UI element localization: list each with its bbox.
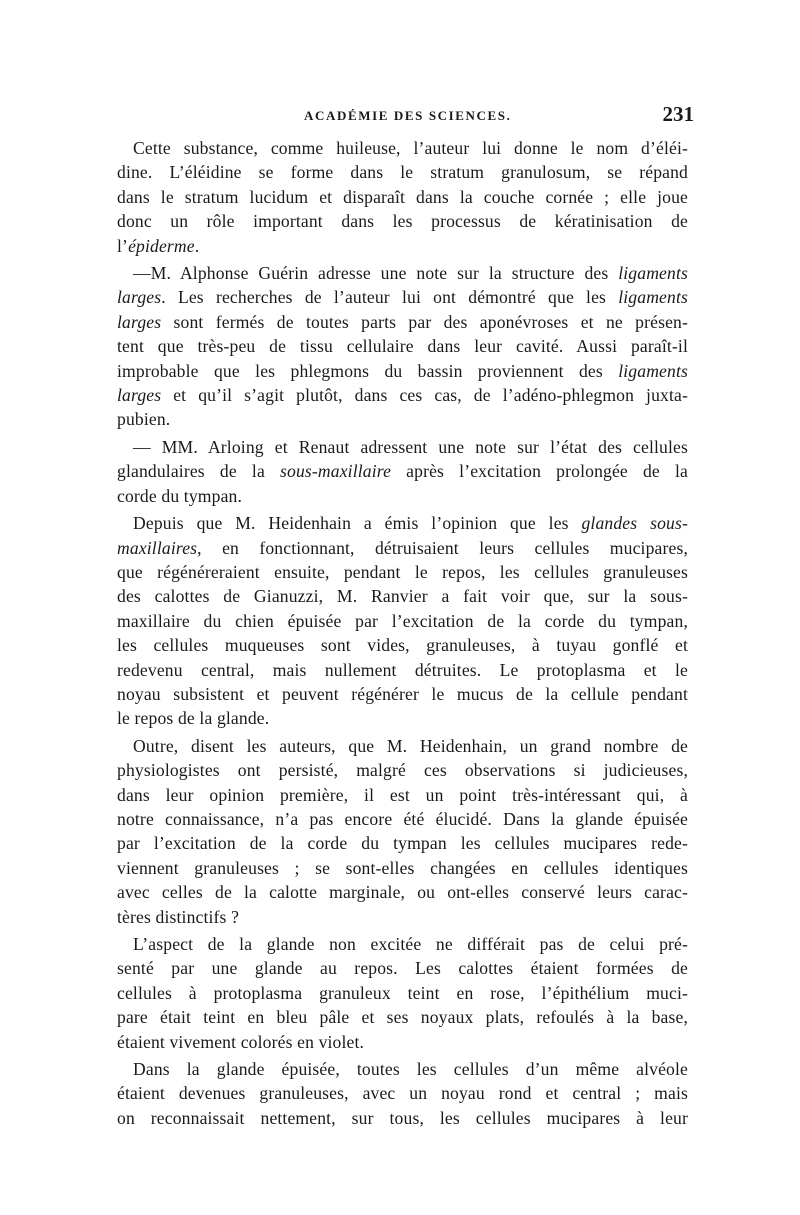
text-run: après l’excitation prolongée de la — [391, 461, 688, 482]
text-run: par l’excitation de la corde du tympan les cellules mucipares rede- — [117, 833, 688, 854]
paragraph — [117, 932, 688, 1054]
text-line — [117, 956, 688, 980]
italic-term: sous-maxillaire — [280, 461, 392, 482]
text-line — [117, 185, 688, 209]
text-line — [117, 880, 688, 904]
text-line — [117, 758, 688, 782]
paragraph — [117, 1057, 688, 1130]
paragraph — [117, 435, 688, 508]
text-run: , en fonctionnant, détruisaient leurs cellules mucipares, — [197, 537, 688, 558]
text-line — [117, 1057, 688, 1081]
text-line — [117, 633, 688, 657]
italic-term: larges — [117, 385, 162, 406]
italic-term: glandes sous- — [581, 513, 688, 534]
text-line — [117, 536, 688, 560]
text-run: les cellules muqueuses sont vides, granuleuses, à tuyau gonflé et — [117, 635, 688, 656]
italic-term: larges — [117, 311, 162, 332]
text-line — [117, 1005, 688, 1029]
italic-term: maxillaires — [117, 537, 198, 558]
text-line — [117, 584, 688, 608]
text-run: cellules à protoplasma granuleux teint en rose, l’épithélium muci- — [117, 982, 688, 1003]
text-line — [117, 1030, 688, 1054]
text-line — [117, 682, 688, 706]
text-line — [117, 234, 688, 258]
text-line — [117, 734, 688, 758]
text-run: physiologistes ont persisté, malgré ces observations si judicieuses, — [117, 760, 688, 781]
text-run: corde du tympan. — [117, 485, 243, 506]
text-run: pare était teint en bleu pâle et ses noyaux plats, refoulés à la base, — [117, 1007, 688, 1028]
text-run: maxillaire du chien épuisée par l’excitation de la corde du tympan, — [117, 610, 688, 631]
journal-title: ACADÉMIE DES SCIENCES. — [304, 108, 512, 123]
text-run: tères distinctifs ? — [117, 906, 240, 927]
text-run: —M. Alphonse Guérin adresse une note sur la structure des — [133, 263, 619, 284]
text-line — [117, 459, 688, 483]
text-run: étaient vivement colorés en violet. — [117, 1031, 365, 1052]
text-run: improbable que les phlegmons du bassin proviennent des — [117, 360, 619, 381]
text-line — [117, 609, 688, 633]
italic-term: ligaments — [618, 360, 688, 381]
text-run: on reconnaissait nettement, sur tous, les cellules mucipares à leur — [117, 1107, 688, 1128]
text-line — [117, 511, 688, 535]
body-text — [117, 136, 688, 1130]
text-line — [117, 285, 688, 309]
text-run: dans leur opinion première, il est un point très-intéressant qui, à — [117, 784, 688, 805]
text-run: tent que très-peu de tissu cellulaire dans leur cavité. Aussi paraît-il — [117, 336, 688, 357]
text-run: noyau subsistent et peuvent régénérer le mucus de la cellule pendant — [117, 683, 688, 704]
running-head — [117, 100, 694, 136]
text-run: notre connaissance, n’a pas encore été élucidé. Dans la glande épuisée — [117, 808, 688, 829]
paragraph — [117, 261, 688, 432]
text-run: glandulaires de la — [117, 461, 281, 482]
italic-term: ligaments — [618, 287, 688, 308]
paragraph — [117, 511, 688, 731]
text-line — [117, 310, 688, 334]
text-run: le repos de la glande. — [117, 708, 270, 729]
text-line — [117, 856, 688, 880]
paragraph — [117, 734, 688, 929]
text-line — [117, 783, 688, 807]
text-line — [117, 1106, 688, 1130]
text-line — [117, 932, 688, 956]
text-run: L’aspect de la glande non excitée ne différait pas de celui pré- — [133, 934, 688, 954]
text-line — [117, 484, 688, 508]
text-run: pubien. — [117, 409, 171, 430]
text-run: Cette substance, comme huileuse, l’auteur lui donne le nom d’éléi- — [133, 138, 688, 158]
text-line — [117, 334, 688, 358]
text-run: Dans la glande épuisée, toutes les cellules d’un même alvéole — [133, 1059, 688, 1080]
text-run: étaient devenues granuleuses, avec un noyau rond et central ; mais — [117, 1083, 688, 1104]
text-run: que régénéreraient ensuite, pendant le repos, les cellules granuleuses — [117, 561, 688, 582]
text-run: donc un rôle important dans les processus de kératinisation de — [117, 211, 688, 232]
italic-term: larges — [117, 287, 162, 308]
text-run: et qu’il s’agit plutôt, dans ces cas, de l’adéno-phlegmon juxta- — [161, 385, 688, 406]
text-run: redevenu central, mais nullement détruites. Le protoplasma et le — [117, 659, 688, 680]
text-line — [117, 706, 688, 730]
text-run: Depuis que M. Heidenhain a émis l’opinion que les — [133, 513, 582, 534]
paragraph — [117, 136, 688, 258]
text-line — [117, 160, 688, 184]
text-run: . — [194, 235, 200, 256]
text-run: — MM. Arloing et Renaut adressent une note sur l’état des cellules — [133, 436, 688, 457]
text-run: des calottes de Gianuzzi, M. Ranvier a fait voir que, sur la sous- — [117, 586, 688, 607]
text-run: avec celles de la calotte marginale, ou ont-elles conservé leurs carac- — [117, 882, 688, 903]
page-number: 231 — [662, 102, 694, 126]
text-run: sont fermés de toutes parts par des aponévroses et ne présen- — [161, 311, 688, 332]
text-run: Outre, disent les auteurs, que M. Heidenhain, un grand nombre de — [133, 735, 688, 756]
italic-term: ligaments — [618, 263, 688, 284]
text-line — [117, 136, 688, 160]
text-run: viennent granuleuses ; se sont-elles changées en cellules identiques — [117, 857, 688, 878]
text-line — [117, 831, 688, 855]
text-line — [117, 435, 688, 459]
italic-term: épiderme — [128, 235, 195, 256]
text-line — [117, 981, 688, 1005]
text-run: dans le stratum lucidum et disparaît dans la couche cornée ; elle joue — [117, 186, 688, 207]
text-line — [117, 383, 688, 407]
text-line — [117, 407, 688, 431]
text-run: . Les recherches de l’auteur lui ont démontré que les — [161, 287, 619, 308]
text-run: senté par une glande au repos. Les calottes étaient formées de — [117, 958, 688, 979]
text-line — [117, 209, 688, 233]
text-line — [117, 905, 688, 929]
text-line — [117, 658, 688, 682]
text-line — [117, 1081, 688, 1105]
text-run: l’ — [117, 235, 129, 256]
text-line — [117, 807, 688, 831]
text-line — [117, 261, 688, 285]
text-run: dine. L’éléidine se forme dans le stratum granulosum, se répand — [117, 162, 688, 183]
text-line — [117, 359, 688, 383]
text-line — [117, 560, 688, 584]
